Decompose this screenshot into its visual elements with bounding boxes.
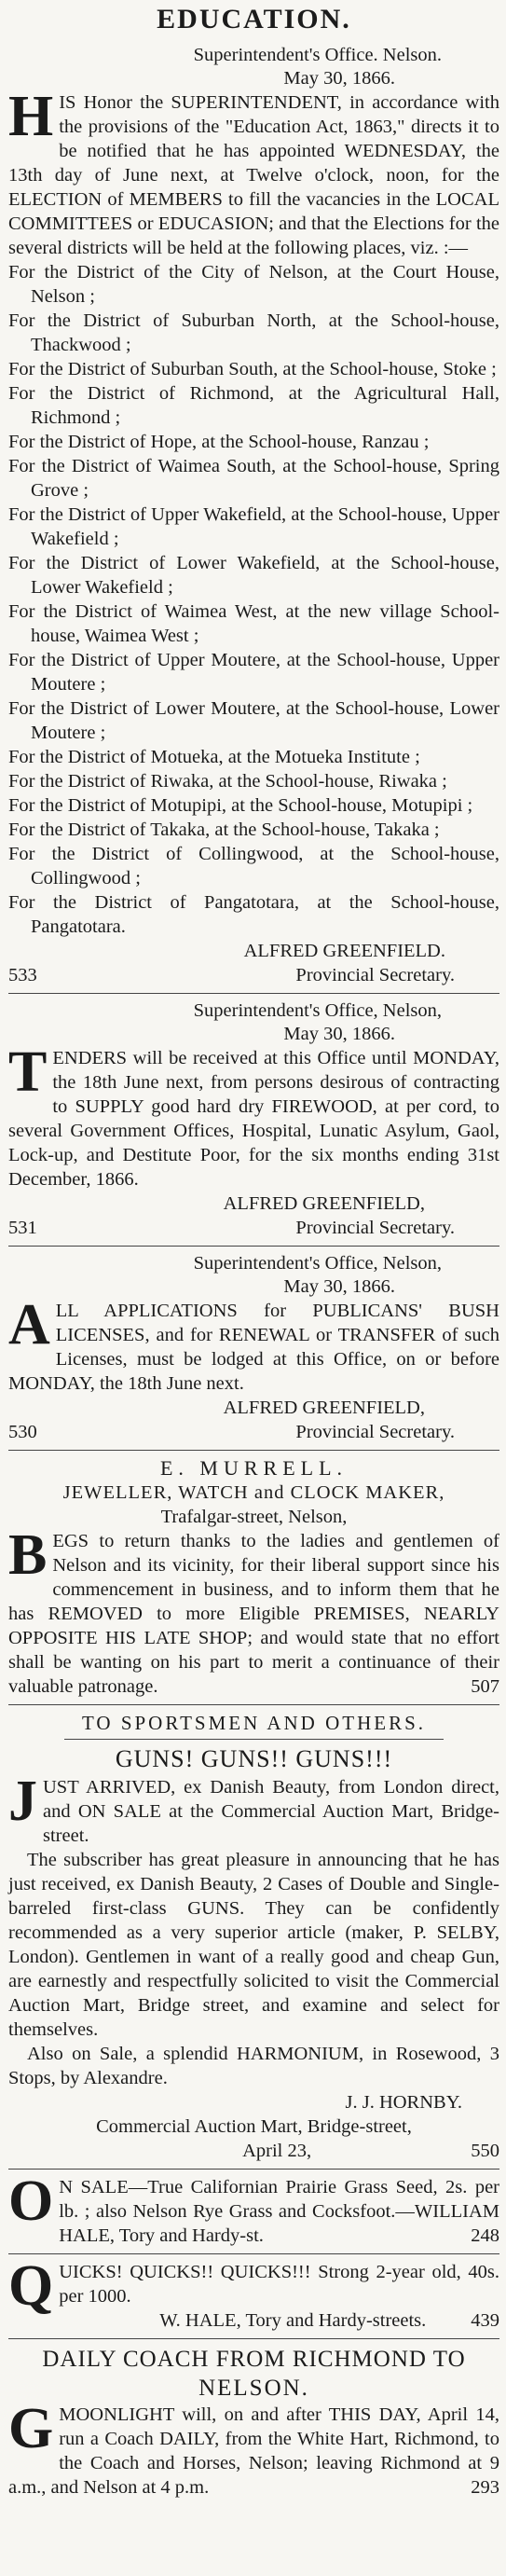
divider xyxy=(8,993,499,994)
district-item: For the District of Upper Wakefield, at the School-house, Upper Wakefield ; xyxy=(8,504,499,549)
ad-number: 439 xyxy=(471,2310,499,2331)
office-line: Superintendent's Office. Nelson. xyxy=(193,45,442,65)
dropcap: B xyxy=(8,1523,48,1587)
ad-number: 530 xyxy=(8,1422,37,1442)
divider xyxy=(8,1704,499,1705)
signature-block xyxy=(8,2139,499,2163)
tenders-notice xyxy=(8,999,499,1240)
district-item: For the District of Suburban South, at the School-house, Stoke ; xyxy=(8,359,497,379)
guns-heading: TO SPORTSMEN AND OTHERS. xyxy=(81,1712,427,1734)
district-list xyxy=(8,260,499,939)
district-item: For the District of Riwaka, at the School-house, Riwaka ; xyxy=(8,771,447,792)
quicks-body: QUICKS! QUICKS!! QUICKS!!! Strong 2-year old, 40s. per 1000. xyxy=(8,2254,499,2318)
licenses-body: ALL APPLICATIONS for PUBLICANS' BUSH LICENSES, and for RENEWAL or TRANSFER of such Licenses, must be lodged at this Office, on or before MONDAY, the 18th June next. xyxy=(8,1293,499,1394)
education-intro: HIS Honor the SUPERINTENDENT, in accordance with the provisions of the "Education Act, 1863," directs it to be notified that he has appointed WEDNESDAY, the 13th day of June next, at Twelve o'clock, noon, for the ELECTION of MEMBERS to fill the vacancies in the LOCAL COMMITTEES or EDUCASION; and that the Elections for the several districts will be held at the following places, viz. :— xyxy=(8,85,499,258)
dropcap: A xyxy=(8,1293,50,1357)
divider xyxy=(8,1450,499,1451)
district-item: For the District of Pangatotara, at the School-house, Pangatotara. xyxy=(8,892,499,937)
grass-advert xyxy=(8,2170,499,2248)
signer: W. HALE, Tory and Hardy-streets. xyxy=(159,2310,427,2331)
guns-body: The subscriber has great pleasure in announcing that he has just received, ex Danish Beauty, 2 Cases of Double and Single-barreled first-class GUNS. They can be confidently recommended as a very superior article (maker, P. SELBY, London). Gentlemen in want of a really good and cheap Gun, are earnestly and respectfully solicited to visit the Commercial Auction Mart, Bridge street, and examine and select for themselves. xyxy=(8,1850,499,2040)
dropcap: G xyxy=(8,2397,54,2460)
coach-advert xyxy=(8,2345,499,2500)
place: Commercial Auction Mart, Bridge-street, xyxy=(96,2116,412,2137)
signer: ALFRED GREENFIELD, xyxy=(223,1398,425,1418)
coach-body: GMOONLIGHT will, on and after THIS DAY, April 14, run a Coach DAILY, from the White Hart, Richmond, to the Coach and Horses, Nelson; leaving Richmond at 9 a.m., and Nelson at 4 p.m. 293 xyxy=(8,2397,499,2498)
newspaper-column xyxy=(0,3,506,2500)
signer-title: Provincial Secretary. xyxy=(295,1218,455,1238)
district-item: For the District of Richmond, at the Agricultural Hall, Richmond ; xyxy=(8,383,499,428)
coach-heading-2: NELSON. xyxy=(198,2376,309,2401)
district-item: For the District of Lower Moutere, at the School-house, Lower Moutere ; xyxy=(8,698,499,743)
district-item: For the District of Motueka, at the Motueka Institute ; xyxy=(8,747,420,767)
guns-advert xyxy=(8,1711,499,2163)
merchant-trade: JEWELLER, WATCH and CLOCK MAKER, xyxy=(62,1482,445,1503)
signer: ALFRED GREENFIELD. xyxy=(243,941,445,961)
ad-number: 248 xyxy=(471,2225,499,2246)
signer-title: Provincial Secretary. xyxy=(295,1422,455,1442)
date-line: April 23, xyxy=(242,2141,312,2161)
merchant-name: E. MURRELL. xyxy=(159,1456,349,1480)
ad-number: 533 xyxy=(8,965,37,985)
divider xyxy=(8,1246,499,1247)
education-notice xyxy=(8,3,499,987)
office-line: Superintendent's Office, Nelson, xyxy=(193,1253,442,1274)
dropcap: H xyxy=(8,85,54,148)
district-item: For the District of Waimea West, at the new village School-house, Waimea West ; xyxy=(8,601,499,646)
divider xyxy=(8,2169,499,2170)
ad-number: 507 xyxy=(471,1676,499,1697)
ad-number: 293 xyxy=(471,2477,499,2498)
heading-rule xyxy=(64,1739,444,1740)
coach-heading: DAILY COACH FROM RICHMOND TO xyxy=(42,2347,466,2372)
signer: J. J. HORNBY. xyxy=(345,2092,462,2113)
ad-number: 550 xyxy=(471,2141,499,2161)
education-heading: EDUCATION. xyxy=(157,4,351,34)
grass-body: O N SALE—True Californian Prairie Grass Seed, 2s. per lb. ; also Nelson Rye Grass and Cocksfoot.—WILLIAM HALE, Tory and Hardy-st. 248 xyxy=(8,2170,499,2246)
ad-number: 531 xyxy=(8,1218,37,1238)
district-item: For the District of Lower Wakefield, at the School-house, Lower Wakefield ; xyxy=(8,553,499,598)
signature-block xyxy=(8,1216,499,1240)
district-item: For the District of the City of Nelson, at the Court House, Nelson ; xyxy=(8,262,499,307)
district-item: For the District of Suburban North, at the School-house, Thackwood ; xyxy=(8,310,499,355)
murrell-advert xyxy=(8,1456,499,1699)
guns-also: Also on Sale, a splendid HARMONIUM, in Rosewood, 3 Stops, by Alexandre. xyxy=(8,2044,499,2088)
divider xyxy=(8,2253,499,2254)
date-line: May 30, 1866. xyxy=(283,1276,395,1297)
guns-subheading: GUNS! GUNS!! GUNS!!! xyxy=(115,1745,393,1772)
district-item: For the District of Waimea South, at the School-house, Spring Grove ; xyxy=(8,456,499,501)
signature-block xyxy=(59,2308,499,2333)
signer: ALFRED GREENFIELD, xyxy=(223,1193,425,1214)
dropcap: T xyxy=(8,1040,48,1104)
date-line: May 30, 1866. xyxy=(283,68,395,89)
dropcap: O xyxy=(8,2170,54,2233)
dropcap: J xyxy=(8,1770,37,1833)
office-line: Superintendent's Office, Nelson, xyxy=(193,1000,442,1021)
district-item: For the District of Collingwood, at the School-house, Collingwood ; xyxy=(8,844,499,889)
divider xyxy=(8,2338,499,2339)
district-item: For the District of Upper Moutere, at the School-house, Upper Moutere ; xyxy=(8,650,499,695)
district-item: For the District of Hope, at the School-house, Ranzau ; xyxy=(8,432,430,452)
district-item: For the District of Takaka, at the School-house, Takaka ; xyxy=(8,820,440,840)
murrell-body: BEGS to return thanks to the ladies and gentlemen of Nelson and its vicinity, for their liberal support since his commencement in business, and to inform them that he has REMOVED to more Eligible PREMISES, NEARLY OPPOSITE HIS LATE SHOP; and would state that no effort shall be wanting on his part to merit a continuance of their valuable patronage. 507 xyxy=(8,1523,499,1697)
signature-block xyxy=(8,963,499,987)
signature-block xyxy=(8,1420,499,1444)
district-item: For the District of Motupipi, at the School-house, Motupipi ; xyxy=(8,795,473,816)
dropcap: Q xyxy=(8,2254,54,2318)
merchant-address: Trafalgar-street, Nelson, xyxy=(160,1507,348,1527)
tenders-body: TENDERS will be received at this Office until MONDAY, the 18th June next, from persons desirous of contracting to SUPPLY good hard dry FIREWOOD, at per cord, to several Government Offices, Hospital, Lunatic Asylum, Gaol, Lock-up, and Destitute Poor, for the six months ending 31st December, 1866. xyxy=(8,1040,499,1190)
licenses-notice xyxy=(8,1252,499,1444)
quicks-advert xyxy=(8,2254,499,2333)
signer-title: Provincial Secretary. xyxy=(295,965,455,985)
date-line: May 30, 1866. xyxy=(283,1024,395,1044)
guns-intro: JUST ARRIVED, ex Danish Beauty, from London direct, and ON SALE at the Commercial Auction Mart, Bridge-street. xyxy=(8,1770,499,1846)
